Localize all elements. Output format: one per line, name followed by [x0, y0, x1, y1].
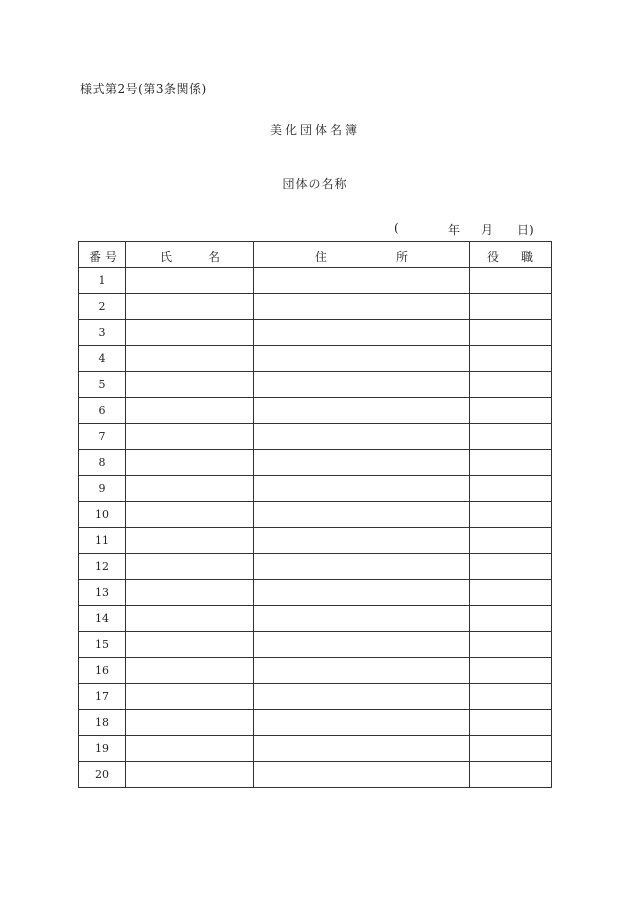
row-number-cell: 13: [79, 580, 126, 606]
column-header-role-char-1: 役: [487, 250, 500, 264]
name-cell: [126, 268, 254, 294]
name-cell: [126, 632, 254, 658]
table-row: [79, 294, 552, 320]
name-cell: [126, 294, 254, 320]
role-cell: [470, 372, 552, 398]
role-cell: [470, 684, 552, 710]
role-cell: [470, 554, 552, 580]
column-header-address: [254, 242, 470, 268]
address-cell: [254, 528, 470, 554]
name-cell: [126, 762, 254, 788]
row-number-cell: 5: [79, 372, 126, 398]
name-cell: [126, 554, 254, 580]
table-header-row: [79, 242, 552, 268]
role-cell: [470, 580, 552, 606]
date-open-paren: (: [394, 221, 399, 235]
role-cell: [470, 710, 552, 736]
address-cell: [254, 710, 470, 736]
table-row: [79, 762, 552, 788]
address-cell: [254, 580, 470, 606]
name-cell: [126, 528, 254, 554]
address-cell: [254, 684, 470, 710]
column-header-name-char-2: 名: [208, 250, 221, 264]
address-cell: [254, 372, 470, 398]
date-line: [394, 221, 536, 237]
date-month-label: 月: [481, 223, 494, 237]
row-number-cell: 6: [79, 398, 126, 424]
role-cell: [470, 268, 552, 294]
row-number-cell: 4: [79, 346, 126, 372]
address-cell: [254, 762, 470, 788]
role-cell: [470, 346, 552, 372]
name-cell: [126, 372, 254, 398]
role-cell: [470, 736, 552, 762]
name-cell: [126, 502, 254, 528]
group-name-label: 団体の名称: [282, 177, 348, 191]
address-cell: [254, 554, 470, 580]
column-header-role: [470, 242, 552, 268]
column-header-number-char-2: 号: [105, 250, 118, 264]
name-cell: [126, 658, 254, 684]
role-cell: [470, 762, 552, 788]
name-cell: [126, 736, 254, 762]
table-row: [79, 320, 552, 346]
column-header-role-char-2: 職: [521, 250, 534, 264]
name-cell: [126, 710, 254, 736]
address-cell: [254, 320, 470, 346]
row-number-cell: 9: [79, 476, 126, 502]
role-cell: [470, 476, 552, 502]
table-row: [79, 502, 552, 528]
role-cell: [470, 450, 552, 476]
role-cell: [470, 398, 552, 424]
row-number-cell: 18: [79, 710, 126, 736]
column-header-name-char-1: 氏: [160, 250, 173, 264]
table-row: [79, 658, 552, 684]
table-row: [79, 268, 552, 294]
name-cell: [126, 398, 254, 424]
column-header-name: [126, 242, 254, 268]
name-cell: [126, 580, 254, 606]
table-row: [79, 554, 552, 580]
table-row: [79, 528, 552, 554]
date-day-label: 日): [517, 223, 534, 237]
table-row: [79, 580, 552, 606]
table-row: [79, 372, 552, 398]
table-row: [79, 346, 552, 372]
address-cell: [254, 424, 470, 450]
table-row: [79, 684, 552, 710]
address-cell: [254, 268, 470, 294]
name-cell: [126, 346, 254, 372]
address-cell: [254, 606, 470, 632]
address-cell: [254, 346, 470, 372]
table-row: [79, 450, 552, 476]
address-cell: [254, 294, 470, 320]
row-number-cell: 7: [79, 424, 126, 450]
name-cell: [126, 424, 254, 450]
role-cell: [470, 528, 552, 554]
row-number-cell: 1: [79, 268, 126, 294]
role-cell: [470, 606, 552, 632]
role-cell: [470, 294, 552, 320]
role-cell: [470, 658, 552, 684]
row-number-cell: 12: [79, 554, 126, 580]
name-cell: [126, 476, 254, 502]
table-row: [79, 424, 552, 450]
column-header-number: [79, 242, 126, 268]
role-cell: [470, 632, 552, 658]
address-cell: [254, 632, 470, 658]
row-number-cell: 17: [79, 684, 126, 710]
row-number-cell: 10: [79, 502, 126, 528]
name-cell: [126, 684, 254, 710]
row-number-cell: 15: [79, 632, 126, 658]
role-cell: [470, 320, 552, 346]
row-number-cell: 16: [79, 658, 126, 684]
address-cell: [254, 502, 470, 528]
table-row: [79, 606, 552, 632]
row-number-cell: 8: [79, 450, 126, 476]
member-roster-table: [78, 241, 552, 788]
table-row: [79, 736, 552, 762]
address-cell: [254, 450, 470, 476]
table-row: [79, 476, 552, 502]
name-cell: [126, 450, 254, 476]
role-cell: [470, 502, 552, 528]
row-number-cell: 2: [79, 294, 126, 320]
form-number-label: 様式第2号(第3条関係): [80, 82, 207, 96]
table-body: [79, 268, 552, 788]
row-number-cell: 20: [79, 762, 126, 788]
date-year-label: 年: [448, 223, 461, 237]
table-row: [79, 398, 552, 424]
column-header-address-char-2: 所: [396, 250, 409, 264]
address-cell: [254, 398, 470, 424]
column-header-number-char-1: 番: [89, 250, 102, 264]
row-number-cell: 3: [79, 320, 126, 346]
name-cell: [126, 606, 254, 632]
column-header-address-char-1: 住: [315, 250, 328, 264]
row-number-cell: 14: [79, 606, 126, 632]
name-cell: [126, 320, 254, 346]
address-cell: [254, 658, 470, 684]
address-cell: [254, 736, 470, 762]
document-title: 美化団体名簿: [269, 123, 360, 137]
table-row: [79, 710, 552, 736]
row-number-cell: 11: [79, 528, 126, 554]
table-row: [79, 632, 552, 658]
role-cell: [470, 424, 552, 450]
row-number-cell: 19: [79, 736, 126, 762]
address-cell: [254, 476, 470, 502]
